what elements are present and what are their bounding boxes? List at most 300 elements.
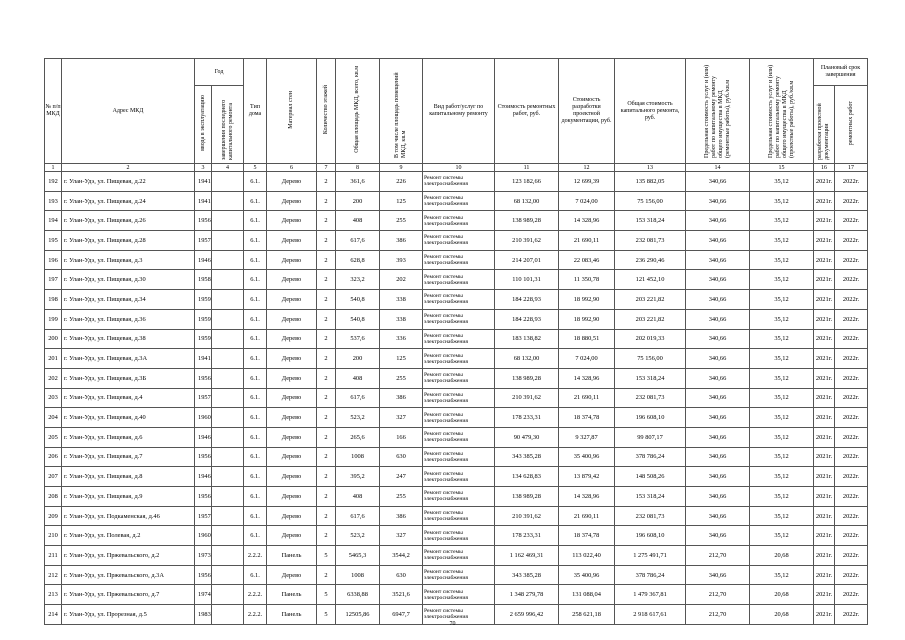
cell-wall-material: Дерево	[267, 349, 317, 369]
cell-year-overhaul	[212, 487, 244, 507]
cell-house-type: 6.1.	[244, 506, 267, 526]
table-row	[45, 231, 868, 251]
cell-house-type: 6.1.	[244, 172, 267, 192]
cell-row-num: 196	[45, 250, 62, 270]
col-header-design-cost: Стоимость разработки проектной документации, руб.	[559, 59, 615, 164]
cell-address: г. Улан-Удэ, ул. Пищевая, д.3	[62, 250, 195, 270]
cell-total-cost: 99 807,17	[615, 427, 686, 447]
cell-year-overhaul	[212, 191, 244, 211]
cell-repair-cost: 184 228,93	[495, 309, 559, 329]
cell-premises-area: 3521,6	[380, 585, 423, 605]
table-row	[45, 309, 868, 329]
cell-total-area: 12505,86	[336, 605, 380, 625]
cell-floors: 2	[317, 526, 336, 546]
cell-deadline-repair: 2022г.	[835, 309, 868, 329]
column-number: 16	[814, 164, 835, 172]
cell-total-cost: 203 221,82	[615, 290, 686, 310]
cell-deadline-design: 2021г.	[814, 211, 835, 231]
col-header-repair-cost: Стоимость ремонтных работ, руб.	[495, 59, 559, 164]
cell-total-cost: 153 318,24	[615, 368, 686, 388]
cell-year-built: 1956	[195, 487, 212, 507]
cell-total-area: 361,6	[336, 172, 380, 192]
cell-limit-cost-repair: 340,66	[686, 172, 750, 192]
cell-repair-cost: 110 101,31	[495, 270, 559, 290]
column-number: 15	[750, 164, 814, 172]
cell-total-area: 6338,88	[336, 585, 380, 605]
cell-deadline-design: 2021г.	[814, 447, 835, 467]
cell-design-cost: 14 328,96	[559, 368, 615, 388]
cell-design-cost: 21 690,11	[559, 231, 615, 251]
cell-repair-cost: 1 348 279,78	[495, 585, 559, 605]
column-number: 1	[45, 164, 62, 172]
cell-floors: 2	[317, 231, 336, 251]
column-number: 17	[835, 164, 868, 172]
cell-year-overhaul	[212, 231, 244, 251]
cell-total-area: 265,6	[336, 427, 380, 447]
cell-row-num: 206	[45, 447, 62, 467]
cell-row-num: 210	[45, 526, 62, 546]
cell-year-overhaul	[212, 349, 244, 369]
cell-premises-area: 386	[380, 388, 423, 408]
cell-wall-material: Дерево	[267, 309, 317, 329]
cell-deadline-repair: 2022г.	[835, 506, 868, 526]
cell-year-overhaul	[212, 427, 244, 447]
table-row	[45, 191, 868, 211]
cell-total-area: 540,8	[336, 309, 380, 329]
cell-works: Ремонт системы электроснабжения	[423, 231, 495, 251]
cell-limit-cost-repair: 340,66	[686, 526, 750, 546]
cell-wall-material: Панель	[267, 605, 317, 625]
table-row	[45, 526, 868, 546]
cell-row-num: 203	[45, 388, 62, 408]
cell-row-num: 202	[45, 368, 62, 388]
cell-total-cost: 203 221,82	[615, 309, 686, 329]
cell-works: Ремонт системы электроснабжения	[423, 349, 495, 369]
cell-year-overhaul	[212, 408, 244, 428]
cell-limit-cost-design: 20,68	[750, 605, 814, 625]
cell-premises-area: 166	[380, 427, 423, 447]
table-header	[45, 59, 868, 164]
cell-wall-material: Дерево	[267, 388, 317, 408]
cell-row-num: 193	[45, 191, 62, 211]
cell-year-built: 1946	[195, 250, 212, 270]
column-number: 7	[317, 164, 336, 172]
table-row	[45, 368, 868, 388]
cell-total-cost: 1 479 367,81	[615, 585, 686, 605]
cell-premises-area: 338	[380, 290, 423, 310]
cell-floors: 2	[317, 349, 336, 369]
cell-works: Ремонт системы электроснабжения	[423, 211, 495, 231]
cell-year-overhaul	[212, 290, 244, 310]
cell-total-area: 200	[336, 191, 380, 211]
cell-deadline-design: 2021г.	[814, 506, 835, 526]
cell-year-built: 1956	[195, 447, 212, 467]
cell-works: Ремонт системы электроснабжения	[423, 467, 495, 487]
cell-deadline-repair: 2022г.	[835, 605, 868, 625]
cell-address: г. Улан-Удэ, ул. Пищевая, д.8	[62, 467, 195, 487]
cell-house-type: 6.1.	[244, 487, 267, 507]
cell-works: Ремонт системы электроснабжения	[423, 191, 495, 211]
cell-limit-cost-repair: 340,66	[686, 467, 750, 487]
cell-floors: 2	[317, 211, 336, 231]
column-number: 11	[495, 164, 559, 172]
cell-deadline-design: 2021г.	[814, 585, 835, 605]
cell-design-cost: 21 690,11	[559, 506, 615, 526]
col-header-total-cost: Общая стоимость капитального ремонта, руб.	[615, 59, 686, 164]
cell-limit-cost-repair: 340,66	[686, 231, 750, 251]
cell-year-built: 1959	[195, 290, 212, 310]
cell-design-cost: 18 992,90	[559, 309, 615, 329]
cell-row-num: 195	[45, 231, 62, 251]
cell-house-type: 6.1.	[244, 290, 267, 310]
cell-repair-cost: 123 182,66	[495, 172, 559, 192]
cell-address: г. Улан-Удэ, ул. Прорезная, д.5	[62, 605, 195, 625]
cell-wall-material: Дерево	[267, 191, 317, 211]
cell-address: г. Улан-Удэ, ул. Пищевая, д.36	[62, 309, 195, 329]
cell-wall-material: Панель	[267, 546, 317, 566]
cell-premises-area: 338	[380, 309, 423, 329]
cell-total-area: 323,2	[336, 270, 380, 290]
cell-address: г. Улан-Удэ, ул. Пищевая, д.6	[62, 427, 195, 447]
cell-deadline-repair: 2022г.	[835, 388, 868, 408]
cell-repair-cost: 184 228,93	[495, 290, 559, 310]
cell-premises-area: 202	[380, 270, 423, 290]
col-header-wall-material: Материал стен	[267, 59, 317, 164]
cell-total-cost: 1 275 491,71	[615, 546, 686, 566]
cell-floors: 5	[317, 605, 336, 625]
cell-deadline-repair: 2022г.	[835, 368, 868, 388]
cell-limit-cost-design: 35,12	[750, 487, 814, 507]
cell-floors: 2	[317, 487, 336, 507]
cell-house-type: 6.1.	[244, 231, 267, 251]
cell-floors: 2	[317, 329, 336, 349]
cell-design-cost: 131 088,04	[559, 585, 615, 605]
column-number: 6	[267, 164, 317, 172]
cell-year-overhaul	[212, 447, 244, 467]
col-header-year-overhaul: завершения последнего капитального ремонта	[212, 86, 244, 164]
cell-total-cost: 153 318,24	[615, 211, 686, 231]
cell-repair-cost: 178 233,31	[495, 408, 559, 428]
cell-deadline-repair: 2022г.	[835, 191, 868, 211]
cell-design-cost: 113 022,40	[559, 546, 615, 566]
cell-total-cost: 232 081,73	[615, 388, 686, 408]
cell-design-cost: 7 024,00	[559, 349, 615, 369]
cell-floors: 2	[317, 250, 336, 270]
col-header-limit-cost-design: Предельная стоимость услуг и (или) работ по капитальному ремонту общего имущества в МКД (проектные работы), руб./кв.м	[750, 59, 814, 164]
cell-repair-cost: 1 162 469,31	[495, 546, 559, 566]
cell-address: г. Улан-Удэ, ул. Пржевальского, д.3А	[62, 565, 195, 585]
cell-floors: 2	[317, 290, 336, 310]
column-number: 13	[615, 164, 686, 172]
page-number: 70	[449, 621, 456, 627]
cell-repair-cost: 343 385,28	[495, 565, 559, 585]
col-header-year-group: Год	[195, 59, 244, 86]
table-row	[45, 329, 868, 349]
cell-year-built: 1974	[195, 585, 212, 605]
cell-floors: 2	[317, 565, 336, 585]
cell-year-built: 1956	[195, 211, 212, 231]
cell-design-cost: 14 328,96	[559, 211, 615, 231]
cell-house-type: 6.1.	[244, 250, 267, 270]
cell-total-area: 408	[336, 487, 380, 507]
cell-limit-cost-design: 35,12	[750, 565, 814, 585]
cell-works: Ремонт системы электроснабжения	[423, 506, 495, 526]
cell-house-type: 6.1.	[244, 349, 267, 369]
cell-works: Ремонт системы электроснабжения	[423, 427, 495, 447]
cell-repair-cost: 138 989,28	[495, 211, 559, 231]
cell-address: г. Улан-Удэ, ул. Пржевальского, д.7	[62, 585, 195, 605]
cell-deadline-design: 2021г.	[814, 427, 835, 447]
cell-limit-cost-repair: 340,66	[686, 565, 750, 585]
cell-year-overhaul	[212, 467, 244, 487]
cell-year-built: 1957	[195, 506, 212, 526]
column-number: 8	[336, 164, 380, 172]
cell-limit-cost-repair: 340,66	[686, 388, 750, 408]
cell-deadline-repair: 2022г.	[835, 408, 868, 428]
table-row	[45, 408, 868, 428]
cell-deadline-repair: 2022г.	[835, 487, 868, 507]
table-row	[45, 585, 868, 605]
cell-works: Ремонт системы электроснабжения	[423, 250, 495, 270]
cell-wall-material: Дерево	[267, 447, 317, 467]
cell-wall-material: Дерево	[267, 565, 317, 585]
column-number: 14	[686, 164, 750, 172]
cell-total-area: 408	[336, 368, 380, 388]
cell-deadline-design: 2021г.	[814, 526, 835, 546]
cell-address: г. Улан-Удэ, ул. Пржевальского, д.2	[62, 546, 195, 566]
cell-deadline-design: 2021г.	[814, 231, 835, 251]
cell-limit-cost-design: 35,12	[750, 447, 814, 467]
cell-house-type: 6.1.	[244, 565, 267, 585]
cell-total-area: 617,6	[336, 388, 380, 408]
cell-deadline-design: 2021г.	[814, 368, 835, 388]
cell-year-overhaul	[212, 270, 244, 290]
table-row	[45, 427, 868, 447]
cell-works: Ремонт системы электроснабжения	[423, 270, 495, 290]
cell-total-area: 628,8	[336, 250, 380, 270]
cell-wall-material: Дерево	[267, 329, 317, 349]
cell-limit-cost-repair: 212,70	[686, 546, 750, 566]
cell-year-built: 1959	[195, 309, 212, 329]
cell-house-type: 6.1.	[244, 526, 267, 546]
cell-repair-cost: 2 659 996,42	[495, 605, 559, 625]
cell-repair-cost: 210 391,62	[495, 506, 559, 526]
table-row	[45, 211, 868, 231]
cell-wall-material: Дерево	[267, 270, 317, 290]
cell-premises-area: 125	[380, 349, 423, 369]
cell-total-cost: 378 786,24	[615, 565, 686, 585]
cell-deadline-repair: 2022г.	[835, 565, 868, 585]
cell-limit-cost-repair: 340,66	[686, 506, 750, 526]
cell-deadline-design: 2021г.	[814, 487, 835, 507]
cell-address: г. Улан-Удэ, ул. Пищевая, д.30	[62, 270, 195, 290]
cell-house-type: 6.1.	[244, 211, 267, 231]
cell-deadline-design: 2021г.	[814, 329, 835, 349]
cell-row-num: 199	[45, 309, 62, 329]
cell-floors: 5	[317, 585, 336, 605]
cell-limit-cost-design: 35,12	[750, 467, 814, 487]
cell-wall-material: Дерево	[267, 526, 317, 546]
cell-wall-material: Дерево	[267, 290, 317, 310]
cell-wall-material: Панель	[267, 585, 317, 605]
cell-address: г. Улан-Удэ, ул. Пищевая, д.28	[62, 231, 195, 251]
table-row	[45, 290, 868, 310]
cell-limit-cost-repair: 340,66	[686, 211, 750, 231]
cell-repair-cost: 210 391,62	[495, 388, 559, 408]
cell-limit-cost-design: 35,12	[750, 329, 814, 349]
cell-premises-area: 255	[380, 487, 423, 507]
cell-year-built: 1959	[195, 329, 212, 349]
cell-works: Ремонт системы электроснабжения	[423, 447, 495, 467]
cell-address: г. Улан-Удэ, ул. Пищевая, д.7	[62, 447, 195, 467]
cell-year-built: 1941	[195, 191, 212, 211]
cell-house-type: 6.1.	[244, 447, 267, 467]
cell-premises-area: 327	[380, 408, 423, 428]
cell-premises-area: 386	[380, 231, 423, 251]
cell-design-cost: 9 327,87	[559, 427, 615, 447]
cell-row-num: 214	[45, 605, 62, 625]
cell-limit-cost-repair: 340,66	[686, 408, 750, 428]
cell-limit-cost-repair: 340,66	[686, 487, 750, 507]
cell-row-num: 204	[45, 408, 62, 428]
cell-total-cost: 148 508,26	[615, 467, 686, 487]
cell-premises-area: 327	[380, 526, 423, 546]
cell-repair-cost: 68 132,00	[495, 349, 559, 369]
cell-row-num: 194	[45, 211, 62, 231]
cell-row-num: 212	[45, 565, 62, 585]
column-number: 5	[244, 164, 267, 172]
cell-wall-material: Дерево	[267, 250, 317, 270]
cell-design-cost: 21 690,11	[559, 388, 615, 408]
cell-year-built: 1946	[195, 427, 212, 447]
cell-floors: 2	[317, 368, 336, 388]
cell-house-type: 6.1.	[244, 270, 267, 290]
cell-works: Ремонт системы электроснабжения	[423, 408, 495, 428]
col-header-num: № п/п МКД	[45, 59, 62, 164]
cell-year-overhaul	[212, 546, 244, 566]
table-row	[45, 270, 868, 290]
table-row	[45, 565, 868, 585]
cell-premises-area: 247	[380, 467, 423, 487]
cell-floors: 2	[317, 408, 336, 428]
cell-total-area: 408	[336, 211, 380, 231]
column-number: 9	[380, 164, 423, 172]
cell-year-overhaul	[212, 585, 244, 605]
cell-floors: 2	[317, 506, 336, 526]
cell-house-type: 2.2.2.	[244, 546, 267, 566]
cell-limit-cost-design: 35,12	[750, 427, 814, 447]
col-header-works: Вид работ/услуг по капитальному ремонту	[423, 59, 495, 164]
cell-address: г. Улан-Удэ, ул. Пищевая, д.26	[62, 211, 195, 231]
cell-design-cost: 11 350,78	[559, 270, 615, 290]
cell-limit-cost-design: 35,12	[750, 526, 814, 546]
cell-limit-cost-repair: 340,66	[686, 329, 750, 349]
cell-total-cost: 202 019,33	[615, 329, 686, 349]
col-header-floors: Количество этажей	[317, 59, 336, 164]
cell-deadline-repair: 2022г.	[835, 231, 868, 251]
col-header-deadline-design: разработки проектной документации	[814, 86, 835, 164]
cell-total-cost: 378 786,24	[615, 447, 686, 467]
cell-house-type: 2.2.2.	[244, 605, 267, 625]
cell-deadline-design: 2021г.	[814, 309, 835, 329]
cell-limit-cost-repair: 212,70	[686, 605, 750, 625]
cell-works: Ремонт системы электроснабжения	[423, 585, 495, 605]
cell-premises-area: 255	[380, 368, 423, 388]
cell-design-cost: 35 400,96	[559, 447, 615, 467]
cell-design-cost: 258 621,18	[559, 605, 615, 625]
col-header-limit-cost-repair: Предельная стоимость услуг и (или) работ по капитальному ремонту общего имущества в МКД (ремонтные работы), руб./кв.м	[686, 59, 750, 164]
cell-deadline-design: 2021г.	[814, 349, 835, 369]
cell-deadline-repair: 2022г.	[835, 546, 868, 566]
cell-works: Ремонт системы электроснабжения	[423, 526, 495, 546]
cell-works: Ремонт системы электроснабжения	[423, 565, 495, 585]
cell-total-area: 1008	[336, 565, 380, 585]
cell-design-cost: 13 879,42	[559, 467, 615, 487]
cell-floors: 2	[317, 447, 336, 467]
cell-repair-cost: 68 132,00	[495, 191, 559, 211]
cell-works: Ремонт системы электроснабжения	[423, 290, 495, 310]
cell-works: Ремонт системы электроснабжения	[423, 172, 495, 192]
table-row	[45, 467, 868, 487]
cell-year-built: 1957	[195, 231, 212, 251]
cell-total-cost: 153 318,24	[615, 487, 686, 507]
cell-limit-cost-repair: 212,70	[686, 585, 750, 605]
cell-deadline-repair: 2022г.	[835, 329, 868, 349]
cell-total-cost: 121 452,10	[615, 270, 686, 290]
table-row	[45, 447, 868, 467]
cell-house-type: 6.1.	[244, 467, 267, 487]
cell-deadline-design: 2021г.	[814, 388, 835, 408]
cell-year-built: 1960	[195, 408, 212, 428]
cell-house-type: 6.1.	[244, 329, 267, 349]
cell-limit-cost-repair: 340,66	[686, 250, 750, 270]
cell-premises-area: 255	[380, 211, 423, 231]
cell-deadline-repair: 2022г.	[835, 585, 868, 605]
cell-premises-area: 630	[380, 565, 423, 585]
table-row	[45, 172, 868, 192]
cell-year-overhaul	[212, 506, 244, 526]
cell-row-num: 200	[45, 329, 62, 349]
cell-floors: 5	[317, 546, 336, 566]
cell-premises-area: 3544,2	[380, 546, 423, 566]
cell-year-built: 1958	[195, 270, 212, 290]
cell-floors: 2	[317, 388, 336, 408]
cell-limit-cost-repair: 340,66	[686, 270, 750, 290]
cell-year-overhaul	[212, 309, 244, 329]
cell-premises-area: 393	[380, 250, 423, 270]
cell-address: г. Улан-Удэ, ул. Пищевая, д.38	[62, 329, 195, 349]
cell-year-overhaul	[212, 211, 244, 231]
cell-deadline-design: 2021г.	[814, 191, 835, 211]
table-row	[45, 546, 868, 566]
column-number: 10	[423, 164, 495, 172]
cell-year-built: 1960	[195, 526, 212, 546]
cell-total-area: 395,2	[336, 467, 380, 487]
cell-house-type: 6.1.	[244, 368, 267, 388]
cell-row-num: 192	[45, 172, 62, 192]
cell-deadline-repair: 2022г.	[835, 526, 868, 546]
cell-design-cost: 18 374,78	[559, 408, 615, 428]
cell-repair-cost: 178 233,31	[495, 526, 559, 546]
cell-year-built: 1941	[195, 349, 212, 369]
cell-address: г. Улан-Удэ, ул. Пищевая, д.24	[62, 191, 195, 211]
cell-limit-cost-design: 35,12	[750, 250, 814, 270]
cell-address: г. Улан-Удэ, ул. Пищевая, д.3Б	[62, 368, 195, 388]
cell-premises-area: 226	[380, 172, 423, 192]
cell-deadline-design: 2021г.	[814, 605, 835, 625]
mkd-repair-table	[44, 58, 868, 625]
cell-year-overhaul	[212, 250, 244, 270]
